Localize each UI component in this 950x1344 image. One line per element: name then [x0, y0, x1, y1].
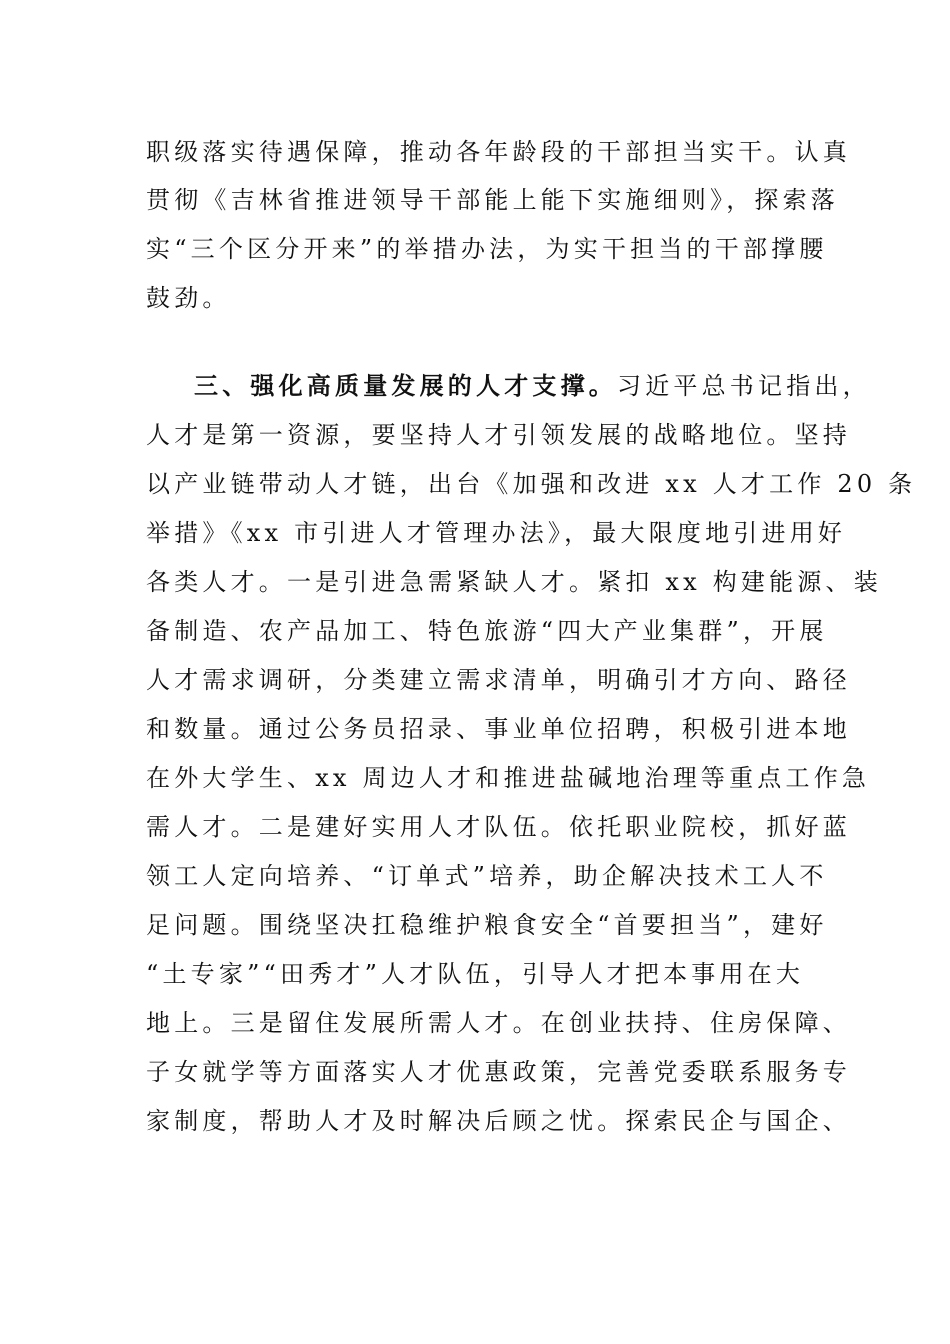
section-first-line-text: 习近平总书记指出， — [617, 372, 871, 400]
paragraph-line: 人才是第一资源，要坚持人才引领发展的战略地位。坚持 — [146, 421, 851, 449]
paragraph-line: 鼓劲。 — [146, 284, 231, 312]
paragraph-line: 贯彻《吉林省推进领导干部能上能下实施细则》，探索落 — [146, 186, 839, 214]
paragraph-line: 实“三个区分开来”的举措办法，为实干担当的干部撑腰 — [146, 235, 828, 263]
paragraph-line: 地上。三是留住发展所需人才。在创业扶持、住房保障、 — [146, 1009, 851, 1037]
paragraph-line: 需人才。二是建好实用人才队伍。依托职业院校，抓好蓝 — [146, 813, 851, 841]
paragraph-line: 领工人定向培养、“订单式”培养，助企解决技术工人不 — [146, 862, 828, 890]
paragraph-line: 在外大学生、xx 周边人才和推进盐碱地治理等重点工作急 — [146, 764, 871, 792]
paragraph-line: 家制度，帮助人才及时解决后顾之忧。探索民企与国企、 — [146, 1107, 851, 1135]
paragraph-line: 子女就学等方面落实人才优惠政策，完善党委联系服务专 — [146, 1058, 851, 1086]
paragraph-line: “土专家”“田秀才”人才队伍，引导人才把本事用在大 — [146, 960, 805, 988]
section-heading: 三、强化高质量发展的人才支撑。 — [194, 371, 617, 400]
section-first-line — [194, 366, 871, 406]
paragraph-line: 足问题。围绕坚决扛稳维护粮食安全“首要担当”，建好 — [146, 911, 828, 939]
paragraph-line: 人才需求调研，分类建立需求清单，明确引才方向、路径 — [146, 666, 851, 694]
paragraph-line: 职级落实待遇保障，推动各年龄段的干部担当实干。认真 — [146, 138, 851, 166]
paragraph-line: 备制造、农产品加工、特色旅游“四大产业集群”，开展 — [146, 617, 828, 645]
paragraph-line: 举措》《xx 市引进人才管理办法》，最大限度地引进用好 — [146, 519, 847, 547]
paragraph-line: 和数量。通过公务员招录、事业单位招聘，积极引进本地 — [146, 715, 851, 743]
paragraph-line: 各类人才。一是引进急需紧缺人才。紧扣 xx 构建能源、装 — [146, 568, 882, 596]
paragraph-line: 以产业链带动人才链，出台《加强和改进 xx 人才工作 20 条 — [146, 470, 917, 498]
